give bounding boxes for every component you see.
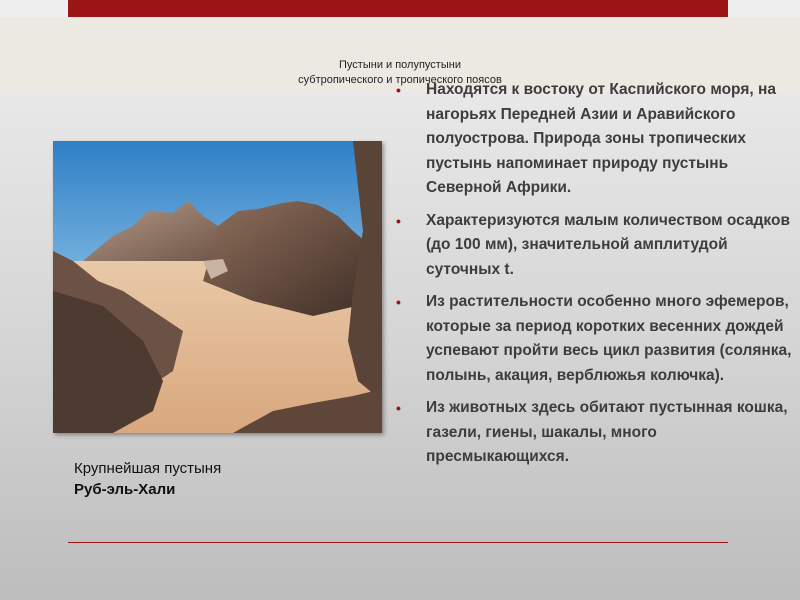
caption-line1: Крупнейшая пустыня: [74, 460, 222, 477]
photo-caption: [74, 458, 221, 500]
bullet-item: [396, 290, 796, 388]
top-accent-bar: [68, 0, 728, 17]
slide-title-line1: Пустыни и полупустыни: [339, 59, 461, 71]
bullet-marker-icon: •: [396, 82, 401, 98]
bullet-text: Из животных здесь обитают пустынная кошка, газели, гиены, шакалы, много пресмыкающихся.: [426, 399, 788, 465]
bullet-item: [396, 78, 796, 201]
bullet-text: Находятся к востоку от Каспийского моря, на нагорьях Передней Азии и Аравийского полуострова. Природа зоны тропических пустынь напоминает природу пустынь Северной Африки.: [426, 81, 776, 196]
slide-title-line2: субтропического и тропического поясов: [298, 74, 502, 86]
bullet-list: [396, 78, 796, 478]
bullet-text: Характеризуются малым количеством осадков (до 100 мм), значительной амплитудой суточных t.: [426, 211, 790, 278]
bullet-item: [396, 396, 796, 470]
bullet-marker-icon: •: [396, 294, 401, 310]
bullet-marker-icon: •: [396, 212, 401, 229]
bullet-item: [396, 209, 796, 283]
bullet-marker-icon: •: [396, 400, 401, 416]
bullet-text: Из растительности особенно много эфемеров, которые за период коротких весенних дождей успевают пройти весь цикл развития (солянка, полынь, акация, верблюжья колючка).: [426, 293, 792, 384]
desert-photo: [53, 141, 382, 433]
caption-line2: Руб-эль-Хали: [74, 481, 176, 498]
bottom-divider: [68, 542, 728, 543]
